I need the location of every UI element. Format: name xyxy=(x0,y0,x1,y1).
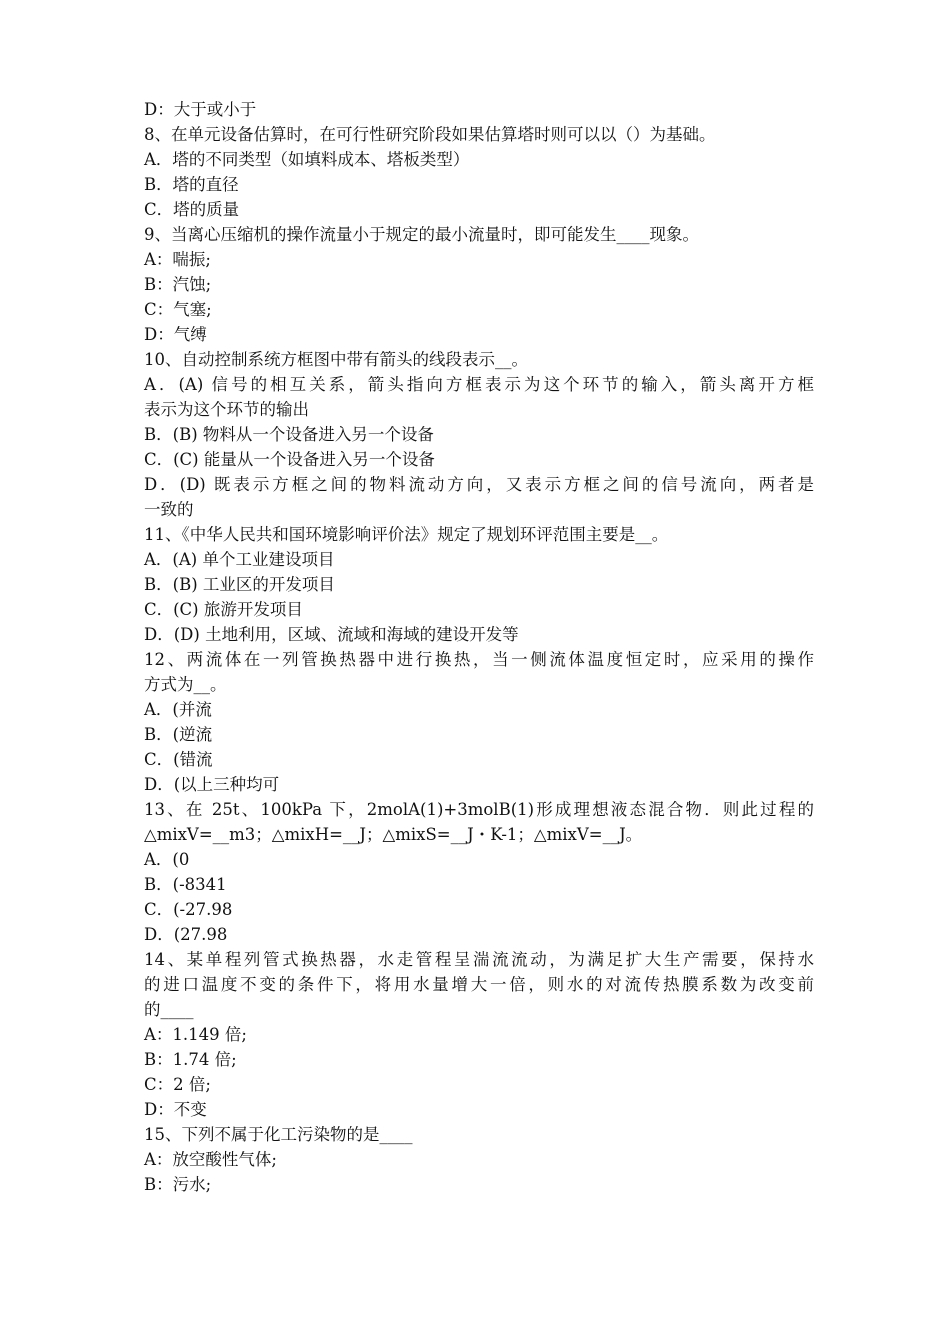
option-a: A．(并流 xyxy=(144,700,212,719)
option-a: A：放空酸性气体; xyxy=(144,1150,277,1169)
option-a-continued: 表示为这个环节的输出 xyxy=(144,400,309,419)
question-8: 8、在单元设备估算时，在可行性研究阶段如果估算塔时则可以以（）为基础。 xyxy=(144,125,716,144)
question-11: 11、《中华人民共和国环境影响评价法》规定了规划环评范围主要是__。 xyxy=(144,525,669,544)
option-c: C．(-27.98 xyxy=(144,900,233,919)
question-10: 10、自动控制系统方框图中带有箭头的线段表示__。 xyxy=(144,350,528,369)
question-13-continued: △mixV=__m3；△mixH=__J；△mixS=__J・K-1；△mixV=__J。 xyxy=(144,825,643,844)
text-line: D：大于或小于 xyxy=(144,100,257,119)
option-d: D．(以上三种均可 xyxy=(144,775,280,794)
option-a: A：1.149 倍; xyxy=(144,1025,247,1044)
option-a: A．(0 xyxy=(144,850,190,869)
option-c: C．(C) 旅游开发项目 xyxy=(144,600,303,619)
option-d-continued: 一致的 xyxy=(144,500,194,519)
option-d: D．(D) 土地利用，区域、流域和海域的建设开发等 xyxy=(144,625,519,644)
question-12-continued: 方式为__。 xyxy=(144,675,227,694)
option-b: B．(-8341 xyxy=(144,875,227,894)
option-c: C：2 倍; xyxy=(144,1075,211,1094)
option-b: B．(B) 物料从一个设备进入另一个设备 xyxy=(144,425,434,444)
option-c: C．(C) 能量从一个设备进入另一个设备 xyxy=(144,450,435,469)
question-14: 14、某单程列管式换热器，水走管程呈湍流流动，为满足扩大生产需要，保持水 xyxy=(144,950,814,969)
option-b: B：污水; xyxy=(144,1175,212,1194)
option-b: B．(B) 工业区的开发项目 xyxy=(144,575,335,594)
option-a: A．(A) 信号的相互关系，箭头指向方框表示为这个环节的输入，箭头离开方框 xyxy=(144,375,814,394)
option-b: B．(逆流 xyxy=(144,725,213,744)
option-b: B：汽蚀; xyxy=(144,275,212,294)
question-13: 13、在 25t、100kPa 下，2molA(1)+3molB(1)形成理想液态混合物．则此过程的 xyxy=(144,800,814,819)
option-d: D：不变 xyxy=(144,1100,207,1119)
option-d: D．(D) 既表示方框之间的物料流动方向，又表示方框之间的信号流向，两者是 xyxy=(144,475,814,494)
question-9: 9、当离心压缩机的操作流量小于规定的最小流量时，即可能发生____现象。 xyxy=(144,225,699,244)
option-a: A：喘振; xyxy=(144,250,211,269)
option-a: A．塔的不同类型（如填料成本、塔板类型） xyxy=(144,150,470,169)
option-d: D：气缚 xyxy=(144,325,207,344)
option-b: B：1.74 倍; xyxy=(144,1050,237,1069)
question-15: 15、下列不属于化工污染物的是____ xyxy=(144,1125,413,1144)
option-d: D．(27.98 xyxy=(144,925,228,944)
option-c: C．塔的质量 xyxy=(144,200,240,219)
option-a: A．(A) 单个工业建设项目 xyxy=(144,550,335,569)
question-14-continued: 的____ xyxy=(144,1000,194,1019)
option-c: C．(错流 xyxy=(144,750,213,769)
option-c: C：气塞; xyxy=(144,300,212,319)
question-14-continued: 的进口温度不变的条件下，将用水量增大一倍，则水的对流传热膜系数为改变前 xyxy=(144,975,814,994)
option-b: B．塔的直径 xyxy=(144,175,239,194)
question-12: 12、两流体在一列管换热器中进行换热，当一侧流体温度恒定时，应采用的操作 xyxy=(144,650,814,669)
document-page xyxy=(144,97,814,1197)
